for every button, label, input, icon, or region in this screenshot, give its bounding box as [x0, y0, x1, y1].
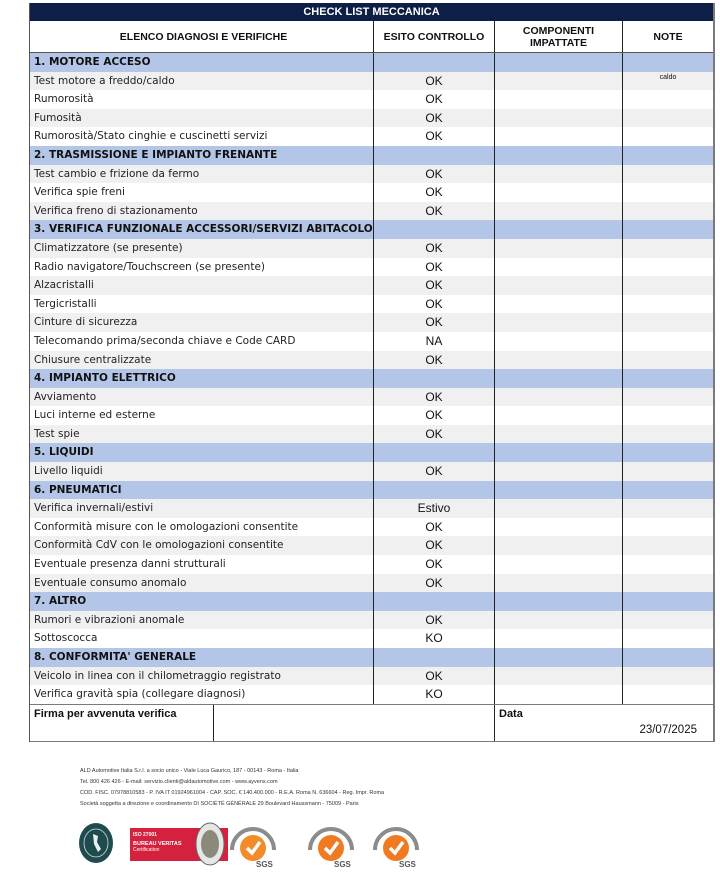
- note-cell[interactable]: [622, 425, 713, 444]
- componenti-cell[interactable]: [494, 109, 622, 128]
- section-esito-cell: [373, 648, 494, 667]
- table-row: [30, 295, 713, 314]
- check-item-label: Chiusure centralizzate: [34, 353, 152, 366]
- componenti-cell[interactable]: [494, 667, 622, 686]
- table-row: [30, 109, 713, 128]
- check-item-label: Livello liquidi: [34, 465, 103, 478]
- section-note-cell: [622, 648, 713, 667]
- check-item-label: Luci interne ed esterne: [34, 409, 156, 422]
- table-row: [30, 667, 713, 686]
- table-row: [30, 127, 713, 146]
- table-row: [30, 499, 713, 518]
- signature-field[interactable]: [213, 705, 494, 741]
- note-cell[interactable]: [622, 258, 713, 277]
- section-title: 3. VERIFICA FUNZIONALE ACCESSORI/SERVIZI ABITACOLO: [34, 223, 373, 236]
- esito-cell[interactable]: OK: [373, 388, 494, 407]
- esito-cell[interactable]: KO: [373, 629, 494, 648]
- componenti-cell[interactable]: [494, 388, 622, 407]
- note-cell[interactable]: [622, 127, 713, 146]
- section-esito-cell: [373, 443, 494, 462]
- componenti-cell[interactable]: [494, 165, 622, 184]
- bv-seal-icon: [195, 822, 225, 866]
- table-row: [30, 574, 713, 593]
- sgs-iso14001-logo-icon: [306, 820, 356, 868]
- check-item-label: Test motore a freddo/caldo: [34, 74, 175, 87]
- table-row: [30, 406, 713, 425]
- section-note-cell: [622, 481, 713, 500]
- note-cell[interactable]: [622, 574, 713, 593]
- section-title: 4. IMPIANTO ELETTRICO: [34, 372, 176, 385]
- date-label: Data: [499, 707, 523, 720]
- esito-cell[interactable]: OK: [373, 258, 494, 277]
- section-componenti-cell: [494, 592, 622, 611]
- table-row: [30, 72, 713, 91]
- table-row: [30, 183, 713, 202]
- esito-cell[interactable]: OK: [373, 109, 494, 128]
- company-line-2: Tel. 800 426 426 - E-mail: servizio.clienti@aldautomotive.com - www.ayvens.com: [80, 779, 278, 785]
- componenti-cell[interactable]: [494, 425, 622, 444]
- section-esito-cell: [373, 369, 494, 388]
- componenti-cell[interactable]: [494, 258, 622, 277]
- note-cell[interactable]: caldo: [622, 72, 713, 91]
- componenti-cell[interactable]: [494, 685, 622, 704]
- table-title: CHECK LIST MECCANICA: [30, 3, 713, 21]
- componenti-cell[interactable]: [494, 90, 622, 109]
- section-componenti-cell: [494, 443, 622, 462]
- esito-cell[interactable]: OK: [373, 202, 494, 221]
- check-item-label: Conformità misure con le omologazioni consentite: [34, 520, 299, 533]
- section-header-row: [30, 220, 713, 239]
- componenti-cell[interactable]: [494, 72, 622, 91]
- esito-cell[interactable]: OK: [373, 462, 494, 481]
- section-header-row: [30, 146, 713, 165]
- table-row: [30, 629, 713, 648]
- check-item-label: Radio navigatore/Touchscreen (se presente): [34, 260, 265, 273]
- date-value: 23/07/2025: [639, 723, 697, 736]
- footer-row: [30, 704, 713, 742]
- esito-cell[interactable]: OK: [373, 313, 494, 332]
- section-componenti-cell: [494, 146, 622, 165]
- section-title: 8. CONFORMITA' GENERALE: [34, 651, 197, 663]
- section-componenti-cell: [494, 53, 622, 72]
- header-row: [30, 21, 713, 53]
- header-elenco: ELENCO DIAGNOSI E VERIFICHE: [119, 30, 288, 43]
- section-esito-cell: [373, 481, 494, 500]
- header-esito: ESITO CONTROLLO: [373, 21, 494, 52]
- bv-name-text: BUREAU VERITAS: [133, 841, 182, 847]
- table-row: [30, 685, 713, 704]
- componenti-cell[interactable]: [494, 611, 622, 630]
- esito-cell[interactable]: OK: [373, 351, 494, 370]
- section-title: 5. LIQUIDI: [34, 446, 94, 459]
- note-cell[interactable]: [622, 183, 713, 202]
- esito-cell[interactable]: OK: [373, 165, 494, 184]
- section-note-cell: [622, 369, 713, 388]
- componenti-cell[interactable]: [494, 313, 622, 332]
- componenti-cell[interactable]: [494, 518, 622, 537]
- section-note-cell: [622, 443, 713, 462]
- table-row: [30, 462, 713, 481]
- table-row: [30, 90, 713, 109]
- componenti-cell[interactable]: [494, 183, 622, 202]
- esito-cell[interactable]: OK: [373, 183, 494, 202]
- note-cell[interactable]: [622, 555, 713, 574]
- section-esito-cell: [373, 592, 494, 611]
- svg-text:SGS: SGS: [399, 860, 416, 868]
- sgs-iso37001-logo-icon: [371, 820, 421, 868]
- componenti-cell[interactable]: [494, 574, 622, 593]
- section-title: 1. MOTORE ACCESO: [34, 56, 151, 68]
- bv-iso-text: ISO 27001: [133, 832, 157, 838]
- check-item-label: Test spie: [34, 427, 80, 440]
- esito-cell[interactable]: KO: [373, 685, 494, 704]
- componenti-cell[interactable]: [494, 406, 622, 425]
- section-title: 6. PNEUMATICI: [34, 483, 122, 496]
- certification-logos: [78, 820, 438, 870]
- esito-cell[interactable]: OK: [373, 536, 494, 555]
- section-esito-cell: [373, 146, 494, 165]
- esito-cell[interactable]: OK: [373, 72, 494, 91]
- company-info: [80, 766, 384, 810]
- check-item-label: Verifica gravità spia (collegare diagnosi): [34, 688, 246, 701]
- table-row: [30, 351, 713, 370]
- company-line-3: COD. FISC. 07978810583 - P. IVA IT 01924961004 - CAP. SOC. € 140.400.000 - R.E.A. Roma N. 636604 - Reg. Impr. Roma: [80, 790, 385, 796]
- esito-cell[interactable]: OK: [373, 518, 494, 537]
- section-header-row: [30, 53, 713, 72]
- note-cell[interactable]: [622, 406, 713, 425]
- check-item-label: Fumosità: [34, 111, 82, 124]
- esito-cell[interactable]: Estivo: [373, 499, 494, 518]
- esito-cell[interactable]: NA: [373, 332, 494, 351]
- note-cell[interactable]: [622, 313, 713, 332]
- bureau-veritas-logo: [130, 828, 228, 861]
- header-componenti-text: COMPONENTI IMPATTATE: [522, 24, 595, 49]
- section-header-row: [30, 369, 713, 388]
- note-cell[interactable]: [622, 518, 713, 537]
- section-header-row: [30, 592, 713, 611]
- componenti-cell[interactable]: [494, 536, 622, 555]
- section-header-row: [30, 481, 713, 500]
- note-cell[interactable]: [622, 629, 713, 648]
- check-item-label: Cinture di sicurezza: [34, 316, 138, 329]
- componenti-cell[interactable]: [494, 332, 622, 351]
- note-cell[interactable]: [622, 276, 713, 295]
- section-note-cell: [622, 146, 713, 165]
- esito-cell[interactable]: OK: [373, 276, 494, 295]
- section-note-cell: [622, 220, 713, 239]
- check-item-label: Tergicristalli: [34, 297, 97, 310]
- esito-cell[interactable]: OK: [373, 127, 494, 146]
- header-note: NOTE: [622, 21, 713, 52]
- componenti-cell[interactable]: [494, 239, 622, 258]
- table-row: [30, 239, 713, 258]
- check-item-label: Verifica spie freni: [34, 186, 125, 199]
- check-item-label: Conformità CdV con le omologazioni consentite: [34, 539, 284, 552]
- componenti-cell[interactable]: [494, 351, 622, 370]
- check-item-label: Rumorosità/Stato cinghie e cuscinetti servizi: [34, 130, 268, 143]
- check-item-label: Telecomando prima/seconda chiave e Code CARD: [34, 334, 296, 347]
- note-cell[interactable]: [622, 202, 713, 221]
- note-cell[interactable]: [622, 667, 713, 686]
- table-row: [30, 611, 713, 630]
- table-row: [30, 425, 713, 444]
- check-item-label: Alzacristalli: [34, 279, 94, 292]
- componenti-cell[interactable]: [494, 555, 622, 574]
- esito-cell[interactable]: OK: [373, 406, 494, 425]
- esito-cell[interactable]: OK: [373, 90, 494, 109]
- svg-text:SGS: SGS: [256, 860, 273, 868]
- company-line-1: ALD Automotive Italia S.r.l. a socio unico - Viale Luca Gaurico, 187 - 00143 - Roma - Italia: [80, 768, 299, 774]
- section-componenti-cell: [494, 481, 622, 500]
- note-cell[interactable]: [622, 332, 713, 351]
- section-header-row: [30, 443, 713, 462]
- table-row: [30, 165, 713, 184]
- esito-cell[interactable]: OK: [373, 555, 494, 574]
- esito-cell[interactable]: OK: [373, 667, 494, 686]
- note-cell[interactable]: [622, 536, 713, 555]
- table-row: [30, 313, 713, 332]
- componenti-cell[interactable]: [494, 629, 622, 648]
- esito-cell[interactable]: OK: [373, 574, 494, 593]
- check-item-label: Sottoscocca: [34, 632, 98, 645]
- check-item-label: Eventuale consumo anomalo: [34, 576, 187, 589]
- bv-cert-text: Certification: [133, 847, 160, 853]
- table-row: [30, 388, 713, 407]
- section-note-cell: [622, 592, 713, 611]
- note-cell[interactable]: [622, 499, 713, 518]
- check-item-label: Rumorosità: [34, 93, 94, 106]
- check-item-label: Avviamento: [34, 390, 97, 403]
- check-item-label: Eventuale presenza danni strutturali: [34, 558, 226, 571]
- table-row: [30, 536, 713, 555]
- note-cell[interactable]: [622, 388, 713, 407]
- section-esito-cell: [373, 53, 494, 72]
- componenti-cell[interactable]: [494, 127, 622, 146]
- check-item-label: Rumori e vibrazioni anomale: [34, 613, 185, 626]
- table-row: [30, 258, 713, 277]
- check-item-label: Verifica invernali/estivi: [34, 502, 154, 515]
- table-row: [30, 332, 713, 351]
- check-item-label: Test cambio e frizione da fermo: [34, 167, 200, 180]
- note-cell[interactable]: [622, 165, 713, 184]
- section-title: 2. TRASMISSIONE E IMPIANTO FRENANTE: [34, 148, 278, 161]
- note-cell[interactable]: [622, 239, 713, 258]
- esito-cell[interactable]: OK: [373, 239, 494, 258]
- section-title: 7. ALTRO: [34, 595, 87, 608]
- company-line-4: Società soggetta a direzione e coordinamento DI SOCIÉTÉ GÉNÉRALE 29 Boulevard Haussmann - 75009 - Paris: [80, 801, 359, 807]
- note-cell[interactable]: [622, 351, 713, 370]
- componenti-cell[interactable]: [494, 276, 622, 295]
- check-item-label: Verifica freno di stazionamento: [34, 204, 198, 217]
- check-item-label: Climatizzatore (se presente): [34, 241, 183, 254]
- accredia-logo-icon: [78, 822, 114, 864]
- sgs-iso9001-logo-icon: [228, 820, 278, 868]
- componenti-cell[interactable]: [494, 462, 622, 481]
- note-cell[interactable]: [622, 295, 713, 314]
- section-header-row: [30, 648, 713, 667]
- section-esito-cell: [373, 220, 494, 239]
- date-cell: [494, 705, 713, 741]
- header-componenti: [494, 21, 622, 52]
- componenti-cell[interactable]: [494, 499, 622, 518]
- section-note-cell: [622, 53, 713, 72]
- svg-text:SGS: SGS: [334, 860, 351, 868]
- table-body: [30, 53, 713, 704]
- componenti-cell[interactable]: [494, 295, 622, 314]
- note-cell[interactable]: [622, 90, 713, 109]
- note-cell[interactable]: [622, 611, 713, 630]
- signature-label: Firma per avvenuta verifica: [34, 707, 177, 720]
- table-row: [30, 276, 713, 295]
- table-row: [30, 202, 713, 221]
- section-componenti-cell: [494, 220, 622, 239]
- checklist-table: [29, 3, 715, 742]
- componenti-cell[interactable]: [494, 202, 622, 221]
- note-cell[interactable]: [622, 462, 713, 481]
- table-row: [30, 555, 713, 574]
- check-item-label: Veicolo in linea con il chilometraggio registrato: [34, 669, 281, 682]
- esito-cell[interactable]: OK: [373, 295, 494, 314]
- esito-cell[interactable]: OK: [373, 425, 494, 444]
- note-cell[interactable]: [622, 109, 713, 128]
- note-cell[interactable]: [622, 685, 713, 704]
- section-componenti-cell: [494, 369, 622, 388]
- section-componenti-cell: [494, 648, 622, 667]
- esito-cell[interactable]: OK: [373, 611, 494, 630]
- table-row: [30, 518, 713, 537]
